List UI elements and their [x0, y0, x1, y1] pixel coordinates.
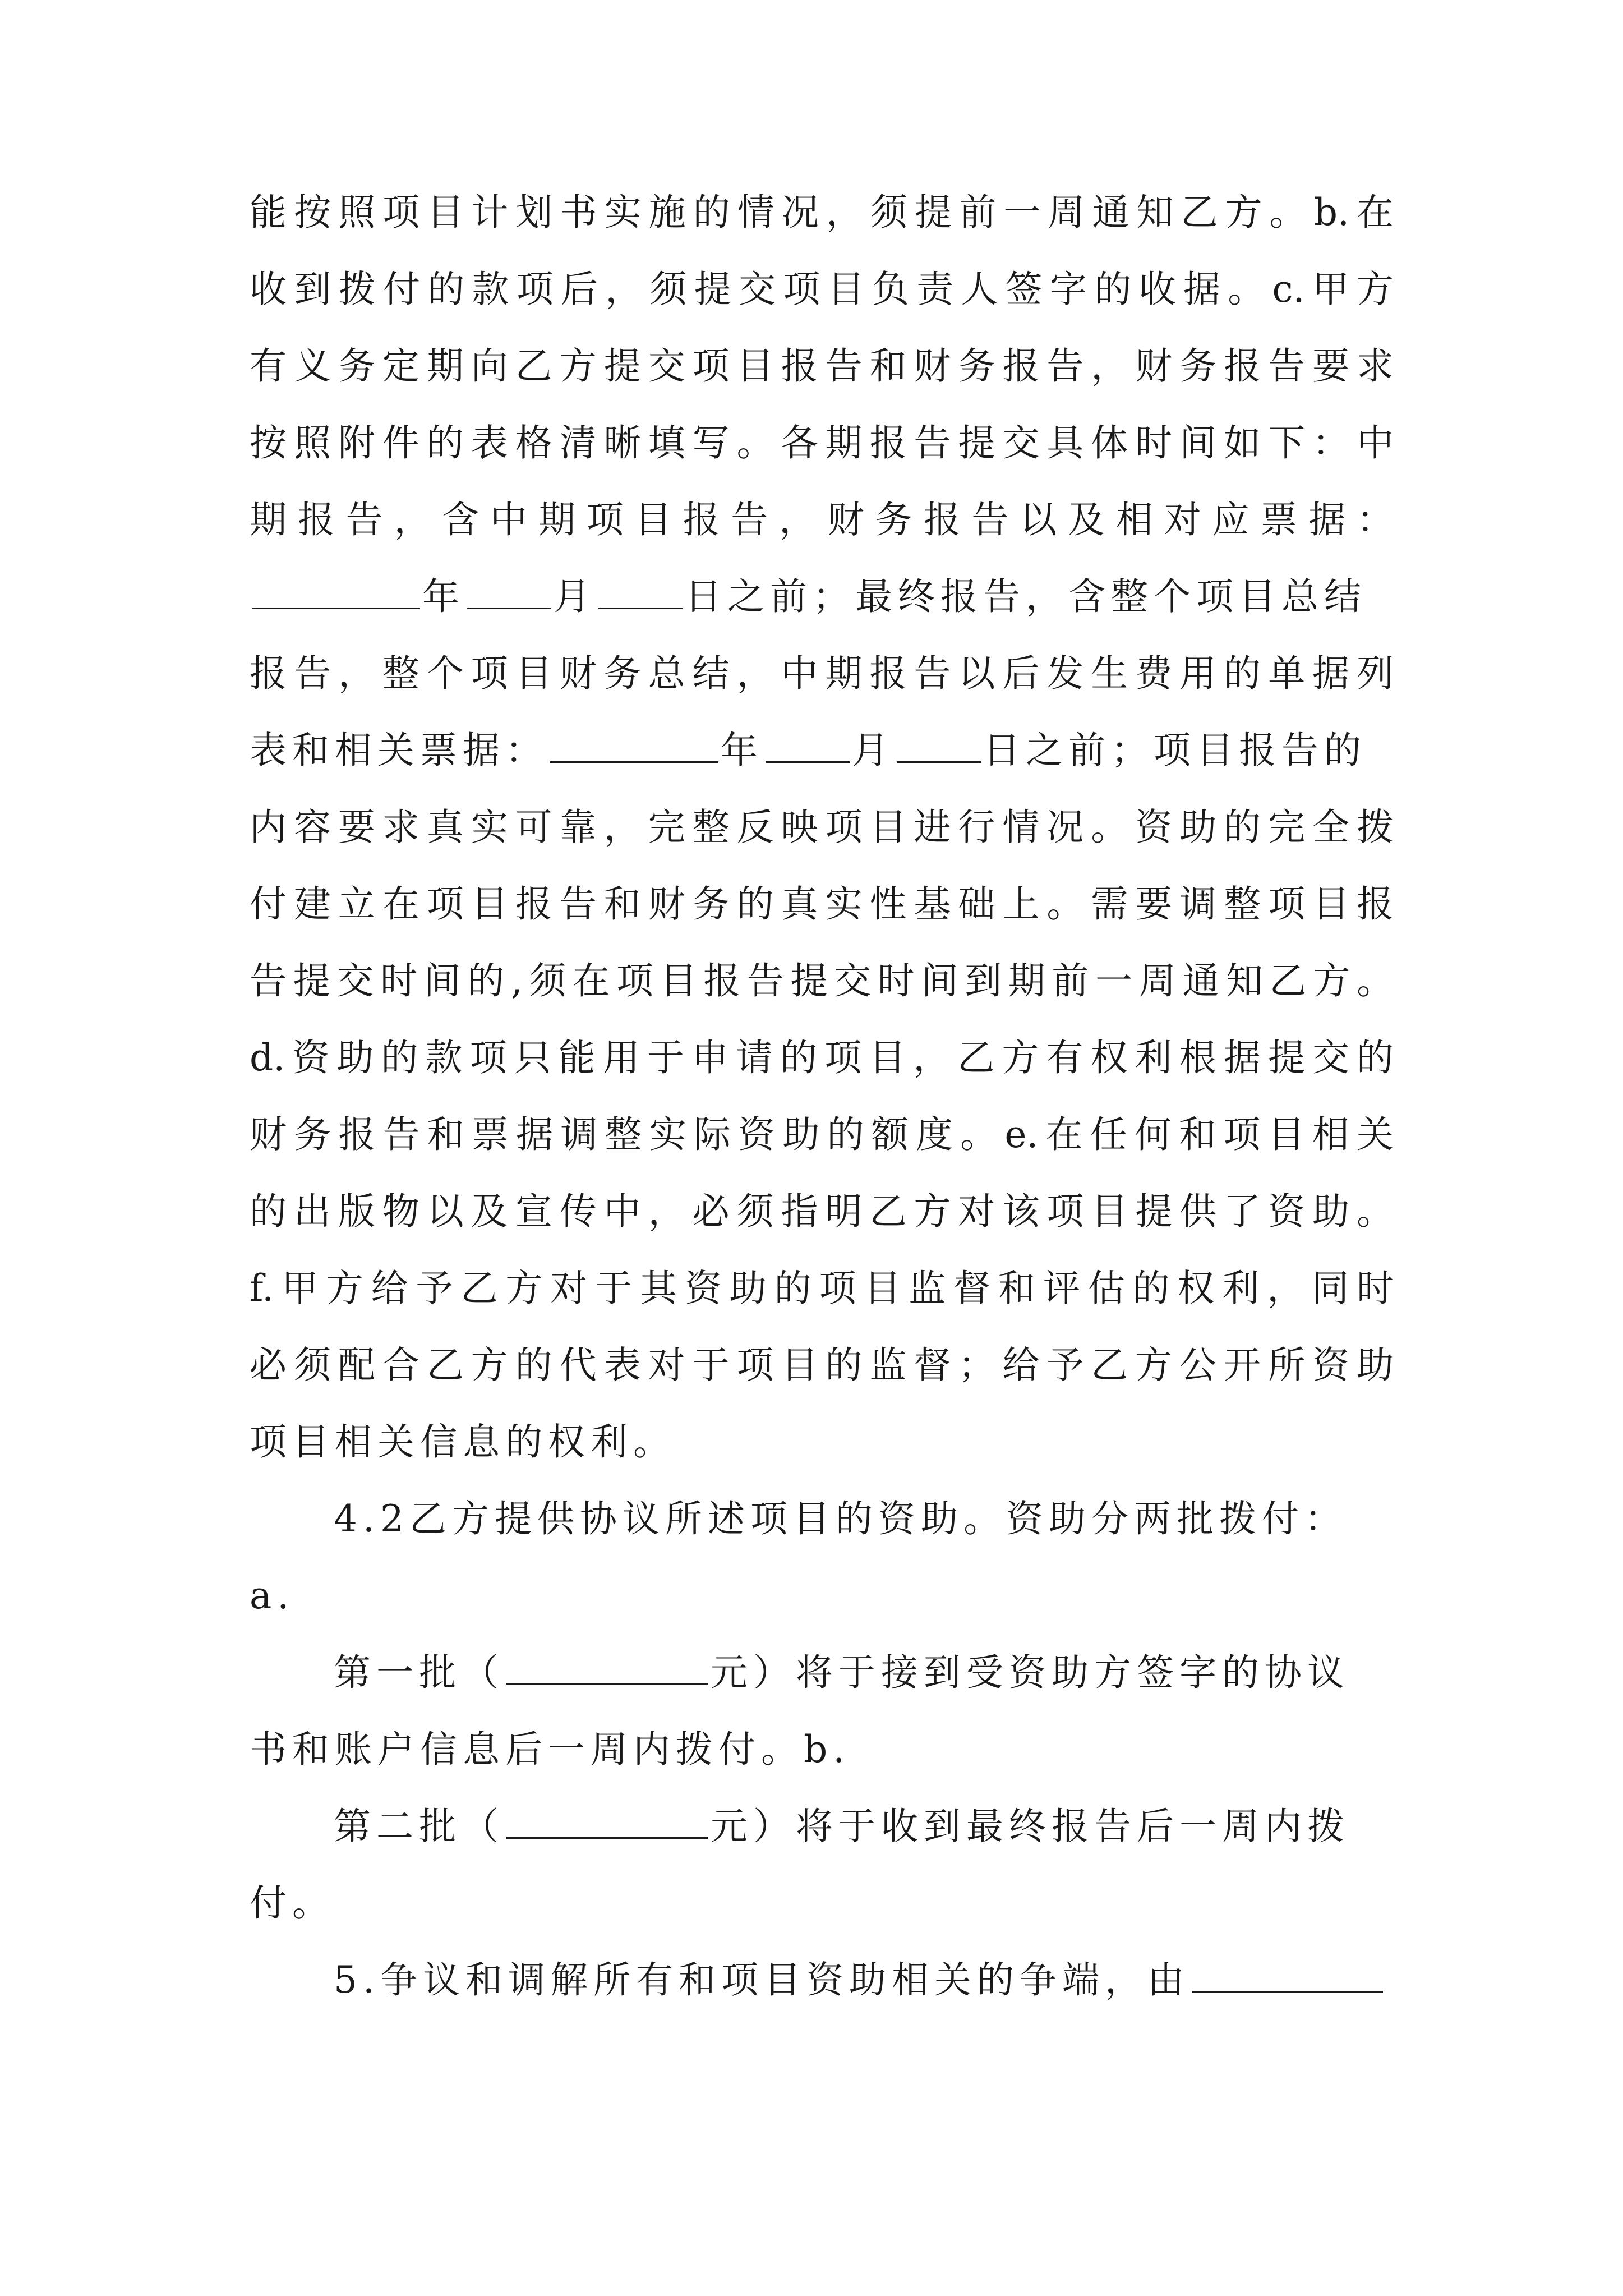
arbiter-blank: [1192, 1952, 1383, 1993]
paragraph-4-2: 4.2乙方提供协议所述项目的资助。资助分两批拨付：: [334, 1497, 1347, 1540]
year-label: 年: [721, 729, 763, 772]
year-blank: [252, 568, 420, 609]
day-blank: [598, 568, 683, 609]
text-line: 期报告，含中期项目报告，财务报告以及相对应票据：: [250, 498, 1394, 541]
text-line: 必须配合乙方的代表对于项目的监督；给予乙方公开所资助: [250, 1343, 1394, 1387]
batch-1-tail: 元）将于接到受资助方签字的协议: [711, 1651, 1350, 1694]
batch-1-head: 第一批（: [334, 1651, 504, 1694]
text-line: 能按照项目计划书实施的情况，须提前一周通知乙方。b.在: [250, 191, 1394, 234]
amount-blank: [506, 1644, 708, 1685]
month-blank: [766, 722, 850, 763]
batch-2-tail: 元）将于收到最终报告后一周内拨: [711, 1805, 1350, 1848]
text-line-midterm-deadline: [250, 558, 1394, 635]
day-blank: [897, 722, 981, 763]
year-label: 年: [422, 575, 465, 618]
batch-2-cont: 付。: [250, 1881, 335, 1925]
text-line: 付建立在项目报告和财务的真实性基础上。需要调整项目报: [250, 882, 1394, 926]
text-line: 项目相关信息的权利。: [250, 1420, 676, 1464]
batch-1-line: [250, 1634, 1394, 1711]
text-line: f.甲方给予乙方对于其资助的项目监督和评估的权利，同时: [250, 1267, 1394, 1310]
amount-blank: [506, 1798, 708, 1839]
text-line: d.资助的款项只能用于申请的项目，乙方有权利根据提交的: [250, 1036, 1394, 1079]
text-line: 的出版物以及宣传中，必须指明乙方对该项目提供了资助。: [250, 1190, 1394, 1233]
text-line: 收到拨付的款项后，须提交项目负责人签字的收据。c.甲方: [250, 268, 1394, 311]
line-tail: 日之前；项目报告的: [983, 729, 1367, 772]
line-tail: 日之前；最终报告，含整个项目总结: [685, 575, 1367, 618]
paragraph-4-2-cont: a.: [250, 1574, 295, 1617]
batch-2-head: 第二批（: [334, 1805, 504, 1848]
month-blank: [467, 568, 551, 609]
paragraph-5-text: 5.争议和调解所有和项目资助相关的争端，由: [334, 1958, 1190, 2001]
text-line: 按照附件的表格清晰填写。各期报告提交具体时间如下：中: [250, 421, 1394, 464]
document-body: [250, 174, 1394, 2018]
text-line-final-deadline: [250, 712, 1394, 789]
line-head: 表和相关票据：: [250, 729, 548, 772]
text-line: 内容要求真实可靠，完整反映项目进行情况。资助的完全拨: [250, 806, 1394, 849]
year-blank: [550, 722, 718, 763]
text-line: 告提交时间的,须在项目报告提交时间到期前一周通知乙方。: [250, 959, 1394, 1002]
batch-1-cont: 书和账户信息后一周内拨付。b.: [250, 1728, 851, 1771]
text-line: 有义务定期向乙方提交项目报告和财务报告，财务报告要求: [250, 344, 1394, 388]
paragraph-5: [250, 1941, 1394, 2018]
month-label: 月: [852, 729, 895, 772]
text-line: 财务报告和票据调整实际资助的额度。e.在任何和项目相关: [250, 1113, 1394, 1156]
batch-2-line: [250, 1788, 1394, 1865]
month-label: 月: [554, 575, 596, 618]
text-line: 报告，整个项目财务总结，中期报告以后发生费用的单据列: [250, 652, 1394, 695]
